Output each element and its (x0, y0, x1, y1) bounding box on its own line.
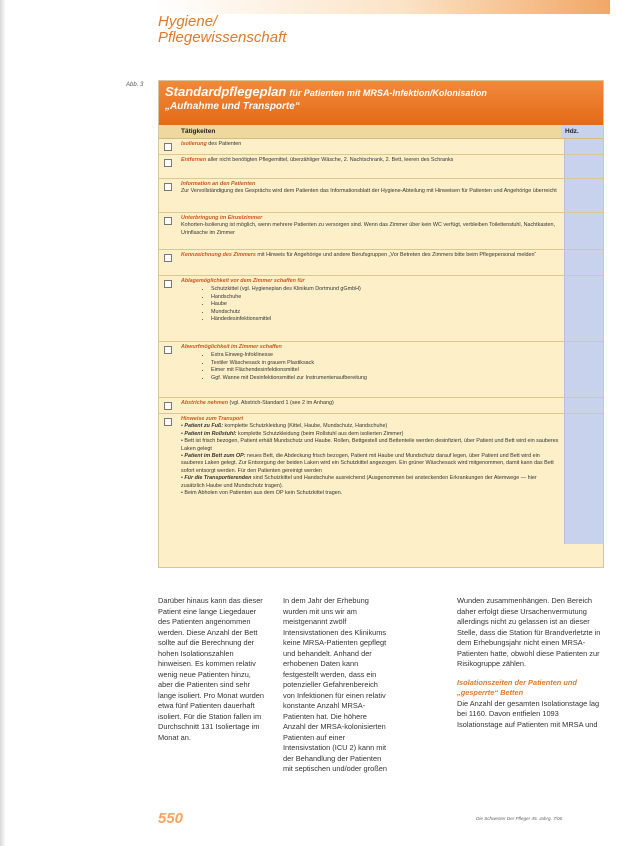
care-plan-table (158, 80, 604, 568)
row-title: Unterbringung im Einzelzimmer (181, 215, 263, 221)
row-text: mit Hinweis für Angehörige und andere Berufsgruppen „Vor Betreten des Zimmers bitte beim Pflegepersonal melden“ (255, 252, 537, 258)
item-list (181, 286, 560, 323)
signature-cell[interactable] (564, 250, 603, 275)
care-plan-subtitle: „Aufnahme und Transporte“ (165, 101, 300, 112)
list-item: • Extra Einweg-Infoklinesse (211, 352, 560, 359)
list-item: • Händedesinfektionsmittel (211, 316, 560, 323)
text-column-1 (158, 596, 264, 743)
signature-cell[interactable] (564, 179, 603, 212)
list-item: • Ggf. Wanne mit Desinfektionsmittel zur Instrumentenaufbereitung (211, 375, 560, 382)
checkbox[interactable] (164, 183, 172, 191)
checkbox[interactable] (164, 280, 172, 288)
paragraph: Wunden zusammenhängen. Den Bereich daher erfolgt diese Ursachenvermutung allerdings nicht zu gelassen ist an dieser Stelle, dass die Station für Brandverletzte in dem Erhebungsjahr nicht einen MRSA-Patienten hatte, obwohl diese Patienten zur Risikogruppe zählen. (457, 596, 601, 668)
transport-note: • Für die Transportierenden sind Schutzkittel und Handschuhe ausreichend (Ausgenommen bei ansteckenden Erkrankungen der Atemwege — hier zusätzlich Haube und Mundschutz tragen). (181, 475, 537, 489)
signature-cell[interactable] (564, 398, 603, 413)
section-title (158, 14, 286, 46)
row-text: (vgl. Abstrich-Standard 1 (see 2 im Anhang) (228, 400, 334, 406)
checkbox[interactable] (164, 418, 172, 426)
row-text: des Patienten (206, 141, 242, 147)
header-band (152, 0, 610, 14)
list-item: • Schutzkittel (vgl. Hygieneplan des Klinikum Dortmund gGmbH) (211, 286, 560, 293)
care-plan-header (159, 81, 603, 125)
signature-cell[interactable] (564, 213, 603, 249)
list-item: • Mundschutz (211, 309, 560, 316)
signature-cell[interactable] (564, 155, 603, 178)
care-plan-title-main: Standardpflegeplan (165, 84, 287, 99)
row-title: Kennzeichnung des Zimmers (181, 252, 256, 258)
table-row (159, 179, 603, 213)
list-item: • Handschuhe (211, 294, 560, 301)
table-row (159, 342, 603, 398)
list-item: • Haube (211, 301, 560, 308)
list-item: • Eimer mit Flächendesinfektionsmittel (211, 367, 560, 374)
checkbox[interactable] (164, 254, 172, 262)
row-text: Zur Vervollständigung des Gesprächs wird dem Patienten das Informationsblatt der Hygiene-Abteilung mit Hinweisen für Patienten und Angehörige überreicht (181, 188, 557, 195)
subheading: Isolationszeiten der Patienten und „gesperrte“ Betten (457, 677, 577, 697)
text-column-2 (283, 596, 389, 775)
row-title: Entfernen (181, 157, 207, 163)
running-footer: Die Schwester Der Pfleger 45. Jahrg. 7/06 (476, 816, 563, 821)
row-title: Information an den Patienten (181, 181, 256, 187)
transport-note: • Patient im Rollstuhl: komplette Schutzkleidung (beim Rollstuhl aus dem isolierten Zimmer) (181, 430, 404, 437)
transport-note: • Beim Abholen von Patienten aus dem OP kein Schutzkittel tragen. (181, 490, 343, 497)
row-text: Kohorten-Isolierung ist möglich, wenn mehrere Patienten zu versorgen sind. Wenn das Zimmer über kein WC verfügt, verbleiben Toilettenstuhl, Nachtkasten, Urinflasche im Zimmer (181, 222, 556, 236)
care-plan-title-rest: für Patienten mit MRSA-Infektion/Kolonisation (289, 88, 487, 98)
figure-label: Abb. 3 (126, 82, 144, 88)
checkbox[interactable] (164, 402, 172, 410)
table-row (159, 414, 603, 544)
text-column-3 (457, 596, 602, 730)
row-title: Abstriche nehmen (181, 400, 229, 406)
table-row (159, 398, 603, 414)
paragraph: Die Anzahl der gesamten Isolationstage lag bei 1160. Davon entfielen 1093 Isolationstage auf Patienten mit MRSA und (457, 698, 600, 729)
row-text: aller nicht benötigten Pflegemittel, überzähliger Wäsche, 2. Nachtschrank, 2. Bett, leeren des Schranks (206, 157, 454, 163)
table-row (159, 276, 603, 342)
signature-cell[interactable] (564, 276, 603, 341)
table-row (159, 213, 603, 250)
row-title: Abwurfmöglichkeit im Zimmer schaffen (181, 344, 282, 350)
section-title-line1: Hygiene/ (158, 13, 218, 30)
section-title-line2: Pflegewissenschaft (158, 29, 287, 46)
paragraph: In dem Jahr der Erhebung wurden mit uns wir am meistgenannt zwölf Intensivstationen des Klinikums keine MRSA-Patienten gepflegt und behandelt. Anhand der erhobenen Daten kann festgestellt werden, dass ein potenzieller Gefahrenbereich von Infektionen für einen relativ konstante Anzahl MRSA-Patienten hat. Die höhere Anzahl der MRSA-kolonisierten Patienten auf einer Intensivstation (ICU 2) kann mit der Behandlung der Patienten mit septischen und/oder großen (283, 596, 387, 773)
table-row (159, 250, 603, 276)
transport-note: • Bett ist frisch bezogen, Patient erhält Mundschutz und Haube. Rollen, Bettgestell und Bettenteile werden desinfiziert, über Patient und Bett wird ein sauberes Laken gelegt (181, 438, 559, 452)
transport-note: • Patient im Bett zum OP: neues Bett, die Abdeckung frisch bezogen, Patient mit Haube und Mundschutz darauf legen, über Patient und Bett wird ein sauberes Laken gelegt. Zur Entsorgung der beiden Laken wird ein Schutzkittel angezogen. Ein grüner Wäschesack wird mitgenommen, damit kann das Bett sofort entsorgt werden. Für den Patienten gereinigt werden (181, 453, 554, 474)
checkbox[interactable] (164, 159, 172, 167)
checkbox[interactable] (164, 143, 172, 151)
signature-column-header: Hdz. (561, 125, 603, 138)
signature-cell[interactable] (564, 342, 603, 397)
table-row (159, 155, 603, 179)
page-edge (0, 0, 6, 846)
row-title: Ablagemöglichkeit vor dem Zimmer schaffen für (181, 278, 305, 284)
signature-cell[interactable] (564, 414, 603, 544)
list-item: • Textiler Wäschesack in grauem Plastiksack (211, 360, 560, 367)
transport-note: • Patient zu Fuß: komplette Schutzkleidung (Kittel, Haube, Mundschutz, Handschuhe) (181, 423, 388, 430)
paragraph: Darüber hinaus kann das dieser Patient eine lange Liegedauer des Patienten angenommen werden. Diese Anzahl der Bett sollte auf die Berechnung der hohen Isolationszahlen hinweisen. Es kommen relativ wenig neue Patienten hinzu, aber die Patienten sind sehr lange isoliert. Pro Monat wurden etwa fünf Patienten dauerhaft isoliert. Für die Station fallen im Durchschnitt 131 Isoliertage im Monat an. (158, 596, 264, 742)
checkbox[interactable] (164, 346, 172, 354)
checkbox[interactable] (164, 217, 172, 225)
table-row (159, 139, 603, 155)
row-title: Hinweise zum Transport (181, 416, 244, 422)
checkbox-column-header (159, 125, 177, 138)
activity-column-header: Tätigkeiten (181, 128, 216, 135)
care-plan-rows (159, 139, 603, 544)
column-header-row (159, 125, 603, 139)
care-plan-title (165, 85, 597, 100)
item-list (181, 352, 560, 382)
row-title: Isolierung (181, 141, 207, 147)
page-number: 550 (158, 810, 184, 827)
signature-cell[interactable] (564, 139, 603, 154)
